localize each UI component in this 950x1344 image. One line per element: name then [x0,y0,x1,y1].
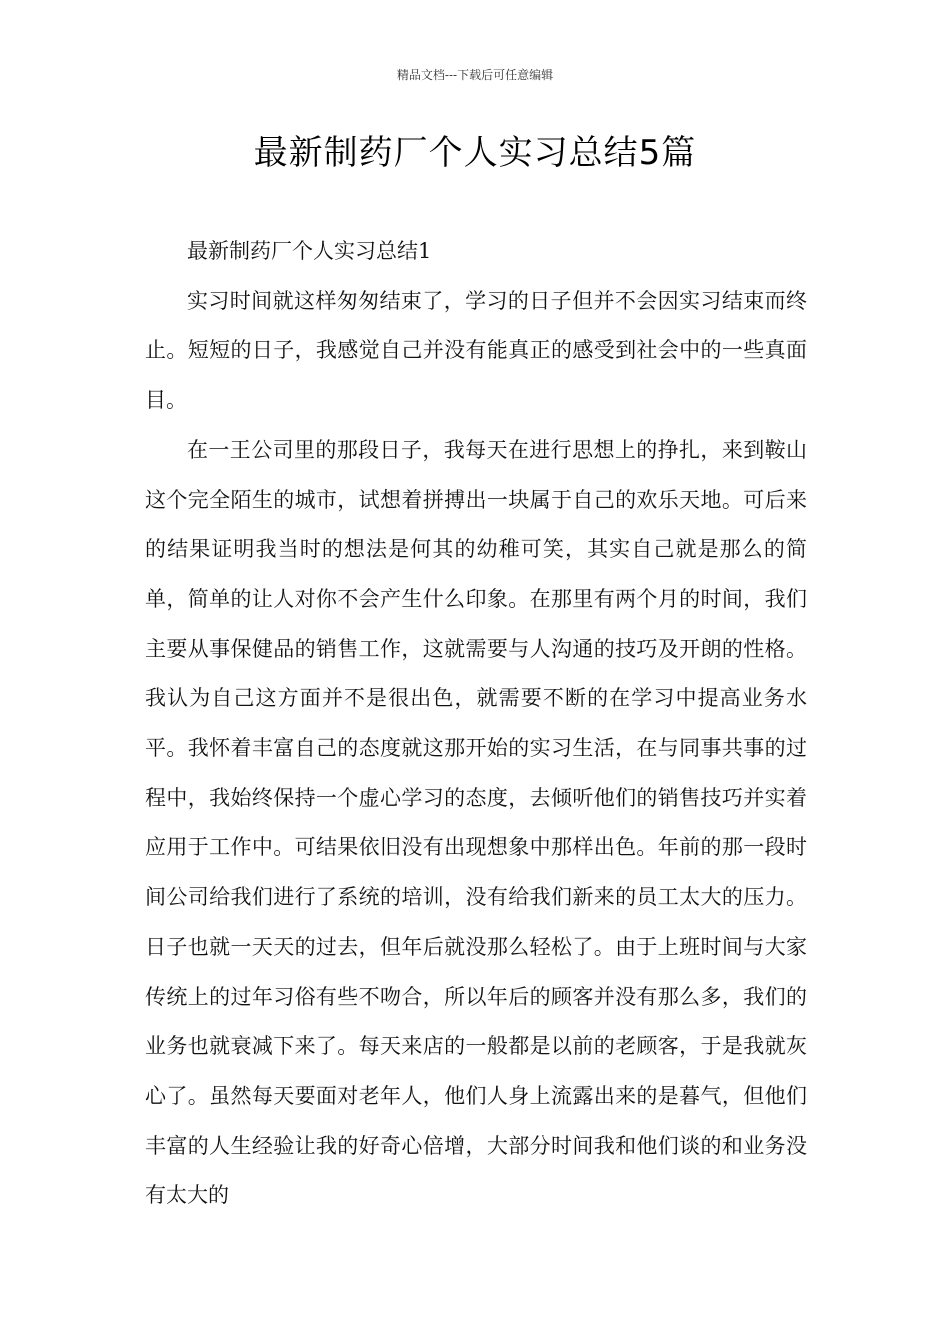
document-body [145,227,807,1221]
body-paragraph-2: 在一王公司里的那段日子，我每天在进行思想上的挣扎，来到鞍山这个完全陌生的城市，试想着拼搏出一块属于自己的欢乐天地。可后来的结果证明我当时的想法是何其的幼稚可笑，其实自己就是那么的简单，简单的让人对你不会产生什么印象。在那里有两个月的时间，我们主要从事保健品的销售工作，这就需要与人沟通的技巧及开朗的性格。我认为自己这方面并不是很出色，就需要不断的在学习中提高业务水平。我怀着丰富自己的态度就这那开始的实习生活，在与同事共事的过程中，我始终保持一个虚心学习的态度，去倾听他们的销售技巧并实着应用于工作中。可结果依旧没有出现想象中那样出色。年前的那一段时间公司给我们进行了系统的培训，没有给我们新来的员工太大的压力。日子也就一天天的过去，但年后就没那么轻松了。由于上班时间与大家传统上的过年习俗有些不吻合，所以年后的顾客并没有那么多，我们的业务也就衰减下来了。每天来店的一般都是以前的老顾客，于是我就灰心了。虽然每天要面对老年人，他们人身上流露出来的是暮气，但他们丰富的人生经验让我的好奇心倍增，大部分时间我和他们谈的和业务没有太大的 [145,437,807,1208]
section-heading: 最新制药厂个人实习总结1 [187,239,432,263]
body-paragraph-1: 实习时间就这样匆匆结束了，学习的日子但并不会因实习结束而终止。短短的日子，我感觉自己并没有能真正的感受到社会中的一些真面目。 [145,288,807,413]
document-title: 最新制药厂个人实习总结5篇 [253,133,697,173]
header-note: 精品文档---下载后可任意编辑 [396,68,554,82]
